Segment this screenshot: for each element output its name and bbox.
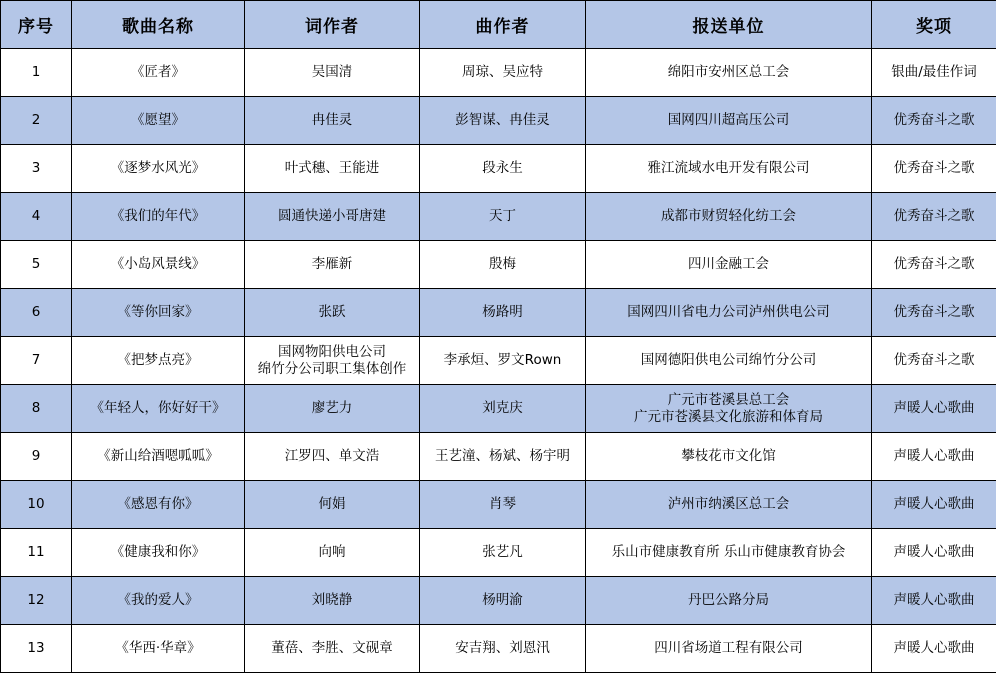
cell-lyricist: [245, 97, 420, 145]
cell-award: 优秀奋斗之歌: [872, 145, 996, 193]
cell-lyricist: [245, 289, 420, 337]
header-no: 序号: [1, 1, 72, 49]
cell-unit-line: 国网四川省电力公司泸州供电公司: [627, 304, 830, 320]
cell-no: 6: [1, 289, 72, 337]
cell-composer: 天丁: [420, 193, 586, 241]
cell-composer: 段永生: [420, 145, 586, 193]
table-row: [1, 337, 996, 385]
cell-lyricist: [245, 385, 420, 433]
cell-song: 《愿望》: [72, 97, 245, 145]
header-lyricist: 词作者: [245, 1, 420, 49]
table-row: [1, 529, 996, 577]
cell-composer: 肖琴: [420, 481, 586, 529]
cell-composer: 王艺潼、杨斌、杨宇明: [420, 433, 586, 481]
cell-unit-line: 国网德阳供电公司绵竹分公司: [640, 352, 817, 368]
cell-unit-line: 四川省场道工程有限公司: [654, 640, 803, 656]
cell-song: 《等你回家》: [72, 289, 245, 337]
cell-composer: 殷梅: [420, 241, 586, 289]
cell-award: 声暖人心歌曲: [872, 625, 996, 673]
cell-no: 11: [1, 529, 72, 577]
cell-composer: 张艺凡: [420, 529, 586, 577]
table-row: [1, 625, 996, 673]
cell-unit: [586, 49, 872, 97]
cell-lyricist: [245, 577, 420, 625]
cell-unit-line: 丹巴公路分局: [688, 592, 769, 608]
cell-lyricist: [245, 529, 420, 577]
cell-lyricist: [245, 433, 420, 481]
cell-unit-line: 成都市财贸轻化纺工会: [661, 208, 796, 224]
cell-lyricist-line: 向响: [318, 544, 346, 560]
table-row: [1, 289, 996, 337]
cell-lyricist-line: 董蓓、李胜、文砚章: [271, 640, 393, 656]
cell-lyricist: [245, 241, 420, 289]
cell-composer: 安吉翔、刘恩汛: [420, 625, 586, 673]
cell-no: 5: [1, 241, 72, 289]
table-row: [1, 241, 996, 289]
cell-unit: [586, 193, 872, 241]
cell-song: 《我的爱人》: [72, 577, 245, 625]
cell-unit-line: 四川金融工会: [688, 256, 769, 272]
cell-song: 《逐梦水风光》: [72, 145, 245, 193]
cell-unit: [586, 433, 872, 481]
cell-unit-line: 雅江流域水电开发有限公司: [647, 160, 810, 176]
cell-lyricist-line: 刘晓静: [311, 592, 353, 608]
table-row: [1, 193, 996, 241]
cell-lyricist-line: 国网物阳供电公司: [278, 343, 386, 360]
table-body: [1, 49, 996, 673]
cell-composer: 杨路明: [420, 289, 586, 337]
cell-song: 《感恩有你》: [72, 481, 245, 529]
cell-no: 10: [1, 481, 72, 529]
cell-lyricist-line: 圆通快递小哥唐建: [278, 208, 386, 224]
header-song: 歌曲名称: [72, 1, 245, 49]
cell-lyricist-line: 廖艺力: [311, 400, 353, 416]
cell-lyricist-line: 冉佳灵: [311, 112, 353, 128]
cell-lyricist-line: 张跃: [318, 304, 346, 320]
cell-unit-line: 攀枝花市文化馆: [681, 448, 776, 464]
cell-song: 《健康我和你》: [72, 529, 245, 577]
cell-award: 声暖人心歌曲: [872, 385, 996, 433]
cell-unit: [586, 97, 872, 145]
cell-no: 4: [1, 193, 72, 241]
cell-unit-line: 国网四川超高压公司: [667, 112, 790, 128]
cell-award: 声暖人心歌曲: [872, 481, 996, 529]
cell-lyricist: [245, 145, 420, 193]
cell-no: 2: [1, 97, 72, 145]
cell-unit: [586, 577, 872, 625]
cell-no: 7: [1, 337, 72, 385]
cell-unit: [586, 481, 872, 529]
cell-no: 8: [1, 385, 72, 433]
cell-lyricist-line: 江罗四、单文浩: [284, 448, 380, 464]
cell-song: 《年轻人，你好好干》: [72, 385, 245, 433]
cell-award: 声暖人心歌曲: [872, 433, 996, 481]
cell-unit-line: 广元市苍溪县总工会: [667, 391, 790, 408]
table-row: [1, 481, 996, 529]
table-row: [1, 145, 996, 193]
table-row: [1, 97, 996, 145]
cell-award: 银曲/最佳作词: [872, 49, 996, 97]
cell-song: 《小岛风景线》: [72, 241, 245, 289]
cell-song: 《匠者》: [72, 49, 245, 97]
header-composer: 曲作者: [420, 1, 586, 49]
cell-composer: 杨明渝: [420, 577, 586, 625]
table-row: [1, 385, 996, 433]
cell-composer: 彭智谋、冉佳灵: [420, 97, 586, 145]
table-row: [1, 433, 996, 481]
cell-unit-line: 绵阳市安州区总工会: [667, 64, 790, 80]
cell-no: 13: [1, 625, 72, 673]
cell-lyricist-line: 叶式穗、王能进: [284, 160, 380, 176]
cell-lyricist: [245, 193, 420, 241]
cell-award: 声暖人心歌曲: [872, 577, 996, 625]
cell-unit: [586, 145, 872, 193]
cell-lyricist-line: 绵竹分公司职工集体创作: [257, 360, 407, 377]
cell-unit-line: 泸州市纳溪区总工会: [667, 496, 790, 512]
cell-no: 12: [1, 577, 72, 625]
cell-lyricist-line: 吴国清: [311, 64, 353, 80]
cell-song: 《我们的年代》: [72, 193, 245, 241]
cell-unit-line: 乐山市健康教育所 乐山市健康教育协会: [611, 544, 846, 560]
cell-unit: [586, 385, 872, 433]
cell-unit: [586, 625, 872, 673]
cell-award: 优秀奋斗之歌: [872, 193, 996, 241]
cell-composer: 刘克庆: [420, 385, 586, 433]
cell-no: 3: [1, 145, 72, 193]
cell-lyricist: [245, 481, 420, 529]
cell-song: 《新山给酒嗯呱呱》: [72, 433, 245, 481]
cell-song: 《把梦点亮》: [72, 337, 245, 385]
cell-unit: [586, 289, 872, 337]
cell-unit-line: 广元市苍溪县文化旅游和体育局: [634, 408, 823, 425]
cell-unit: [586, 337, 872, 385]
cell-unit: [586, 241, 872, 289]
cell-song: 《华西·华章》: [72, 625, 245, 673]
cell-composer: 周琼、吴应特: [420, 49, 586, 97]
cell-award: 优秀奋斗之歌: [872, 337, 996, 385]
header-award: 奖项: [872, 1, 996, 49]
cell-award: 优秀奋斗之歌: [872, 241, 996, 289]
cell-award: 优秀奋斗之歌: [872, 289, 996, 337]
cell-award: 优秀奋斗之歌: [872, 97, 996, 145]
header-unit: 报送单位: [586, 1, 872, 49]
cell-lyricist: [245, 49, 420, 97]
cell-no: 9: [1, 433, 72, 481]
cell-no: 1: [1, 49, 72, 97]
header-row: [1, 1, 996, 49]
cell-lyricist: [245, 625, 420, 673]
cell-composer: 李承烜、罗文Rown: [420, 337, 586, 385]
cell-award: 声暖人心歌曲: [872, 529, 996, 577]
table-row: [1, 577, 996, 625]
cell-lyricist: [245, 337, 420, 385]
cell-unit: [586, 529, 872, 577]
cell-lyricist-line: 李雁新: [311, 256, 353, 272]
table-row: [1, 49, 996, 97]
cell-lyricist-line: 何娟: [318, 496, 346, 512]
